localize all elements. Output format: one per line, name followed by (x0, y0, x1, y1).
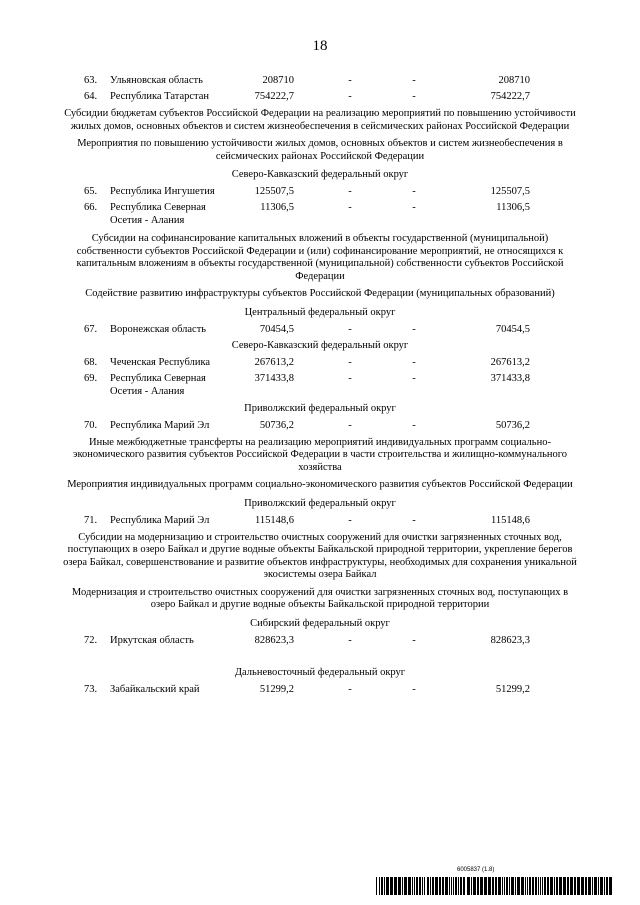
amount-total: 828623,3 (254, 634, 294, 646)
section-heading: Содействие развитию инфраструктуры субъектов Российской Федерации (муниципальных образований) (85, 288, 555, 299)
amount-col-2: - (348, 323, 352, 335)
table-row (0, 185, 640, 201)
row-number: 65. (84, 186, 98, 197)
amount-col-2: - (348, 356, 352, 368)
federal-district-heading: Приволжский федеральный округ (244, 402, 396, 414)
table-row (0, 201, 640, 231)
table-row (0, 74, 640, 90)
table-row (0, 356, 640, 372)
amount-final: 125507,5 (490, 186, 530, 197)
federal-district-heading: Северо-Кавказский федеральный округ (231, 169, 409, 180)
row-number: 68. (84, 356, 98, 368)
amount-col-2: - (348, 372, 352, 384)
amount-total: 50736,2 (259, 419, 294, 431)
section-heading: Иные межбюджетные трансферты на реализацию мероприятий индивидуальных программ социально-экономического развития субъектов Российской Федерации в части строительства и жилищно-коммунального хозяйства (72, 436, 568, 473)
region-name: Республика Северная Осетия - Алания (110, 202, 206, 226)
table-row (0, 323, 640, 339)
region-name: Чеченская Республика (110, 356, 211, 368)
row-number: 71. (84, 514, 98, 526)
section-heading: Мероприятия индивидуальных программ социально-экономического развития субъектов Российской Федерации (67, 479, 573, 490)
amount-col-3: - (412, 323, 416, 335)
document-body (0, 74, 640, 699)
amount-final: 115148,6 (491, 514, 530, 526)
amount-col-3: - (412, 683, 416, 695)
amount-col-3: - (412, 91, 416, 102)
table-row (0, 419, 640, 435)
amount-final: 11306,5 (496, 202, 530, 213)
section-heading: Субсидии на софинансирование капитальных вложений в объекты государственной (муниципальной) собственности субъектов Российской Федерации и (или) софинансирование мероприятий, не относящихся к капитальным вложениям в объекты государственной (муниципальной) собственности субъектов Российской Федерации (76, 233, 564, 282)
amount-total: 267613,2 (254, 356, 294, 368)
amount-col-2: - (348, 202, 352, 213)
region-name: Воронежская область (110, 323, 207, 335)
amount-col-3: - (412, 372, 416, 384)
amount-final: 51299,2 (495, 683, 530, 695)
amount-final: 50736,2 (495, 419, 530, 431)
barcode-image (376, 877, 612, 895)
federal-district-heading: Сибирский федеральный округ (250, 617, 390, 629)
federal-district-heading: Дальневосточный федеральный округ (234, 666, 406, 678)
region-name: Республика Марий Эл (110, 419, 210, 431)
row-number: 70. (84, 419, 98, 431)
amount-total: 754222,7 (254, 91, 294, 102)
section-heading: Мероприятия по повышению устойчивости жилых домов, основных объектов и систем жизнеобеспечения в сейсмических районах Российской Федерации (77, 138, 563, 162)
amount-col-2: - (348, 91, 352, 102)
table-row (0, 634, 640, 650)
amount-final: 828623,3 (490, 634, 530, 646)
amount-final: 267613,2 (490, 356, 530, 368)
row-number: 63. (84, 75, 98, 86)
federal-district-heading: Центральный федеральный округ (244, 306, 396, 318)
row-number: 69. (84, 372, 98, 384)
amount-total: 115148,6 (255, 514, 294, 526)
row-number: 73. (84, 683, 98, 695)
amount-col-3: - (412, 419, 416, 431)
table-row (0, 514, 640, 530)
section-heading: Субсидии бюджетам субъектов Российской Федерации на реализацию мероприятий по повышению устойчивости жилых домов, основных объектов и систем жизнеобеспечения в сейсмических районах Российской Федерации (64, 108, 576, 132)
amount-col-3: - (412, 514, 416, 526)
amount-final: 371433,8 (490, 372, 530, 384)
amount-col-3: - (412, 634, 416, 646)
amount-col-2: - (348, 75, 352, 86)
amount-col-2: - (348, 419, 352, 431)
amount-final: 208710 (498, 75, 530, 86)
table-row (0, 90, 640, 106)
amount-col-3: - (412, 202, 416, 213)
row-number: 64. (84, 91, 98, 102)
region-name: Иркутская область (110, 634, 194, 646)
document-code: 6005837 (1.8) (457, 867, 495, 873)
section-heading: Субсидии на модернизацию и строительство очистных сооружений для очистки загрязненных сточных вод, поступающих в озеро Байкал и другие водные объекты Байкальской природной территории, укрепление берегов озера Байкал, совершенствование и развитие объектов инфраструктуры, необходимых для сохранения уникальной экосистемы озера Байкал (63, 531, 577, 580)
row-number: 72. (84, 634, 98, 646)
region-name: Ульяновская область (110, 75, 203, 86)
amount-col-2: - (348, 514, 352, 526)
amount-total: 125507,5 (254, 186, 294, 197)
region-name: Республика Татарстан (110, 91, 210, 102)
amount-final: 754222,7 (490, 91, 530, 102)
amount-col-3: - (412, 75, 416, 86)
spacer (0, 650, 640, 666)
page-number: 18 (312, 38, 328, 54)
amount-col-3: - (412, 186, 416, 197)
amount-total: 208710 (262, 75, 294, 86)
amount-total: 11306,5 (260, 202, 294, 213)
federal-district-heading: Северо-Кавказский федеральный округ (231, 339, 409, 351)
amount-col-2: - (348, 634, 352, 646)
table-row (0, 683, 640, 699)
region-name: Республика Марий Эл (110, 514, 210, 526)
amount-total: 51299,2 (259, 683, 294, 695)
row-number: 67. (84, 323, 98, 335)
table-row (0, 372, 640, 402)
amount-col-2: - (348, 683, 352, 695)
amount-final: 70454,5 (495, 323, 530, 335)
region-name: Республика Ингушетия (110, 186, 215, 197)
region-name: Забайкальский край (110, 683, 200, 695)
region-name: Республика Северная Осетия - Алания (110, 372, 206, 397)
section-heading: Модернизация и строительство очистных сооружений для очистки загрязненных сточных вод, поступающих в озеро Байкал и другие водные объекты Байкальской природной территории (71, 586, 569, 610)
amount-col-3: - (412, 356, 416, 368)
federal-district-heading: Приволжский федеральный округ (244, 497, 396, 509)
row-number: 66. (84, 202, 98, 213)
amount-total: 70454,5 (259, 323, 294, 335)
amount-col-2: - (348, 186, 352, 197)
amount-total: 371433,8 (254, 372, 294, 384)
